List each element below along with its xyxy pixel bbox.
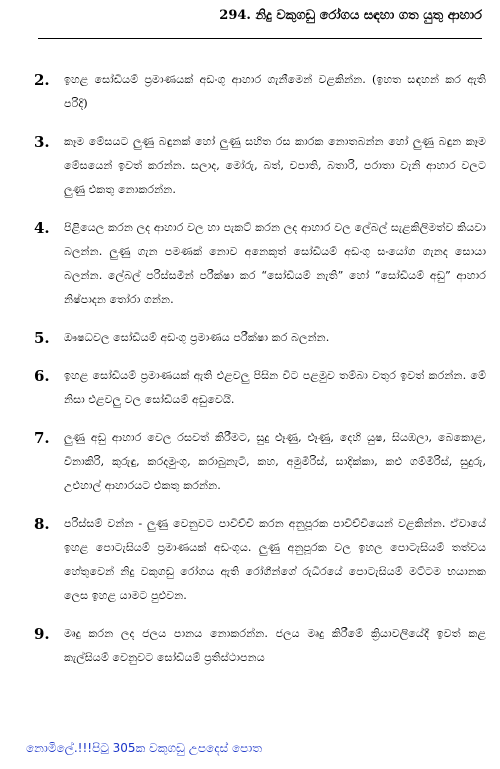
item-text: ඉහළ සෝඩියම් ප්‍රමාණයක් අඩංගු ආහාර ගැනීමෙන් වළකින්න. (ඉහත සඳහන් කර ඇති පරිදි) [64, 73, 486, 110]
item-number: 8. [34, 515, 50, 533]
item-number: 2. [34, 71, 50, 89]
item-text: කෑම මේසයට ලුණු බඳුනක් හෝ ලුණු සහිත රස කාරක නොතබන්න හෝ ලුණු බඳුන කෑම මේසයෙන් ඉවත් කරන්න. සලාද, මෝරු, බත්, චපාති, බතාරි, පරාතා වැනි ආහාර වලට ලුණු එකතු නොකරන්න. [64, 135, 486, 196]
list-item [34, 622, 486, 670]
item-number: 5. [34, 329, 50, 347]
item-text: ඉහළ සෝඩියම් ප්‍රමාණයක් ඇති එළවලු පිසින විට පළමුව තම්බා වතුර ඉවත් කරන්න. මේ නිසා එළවලු වල සෝඩියම් අඩුවෙයි. [64, 369, 486, 406]
list-item [34, 512, 486, 608]
item-number: 3. [34, 133, 50, 151]
item-text: පිළියෙල කරන ලද ආහාර වල හා පැකට් කරන ලද ආහාර වල ලේබල් සැළකිලිමත්ව කියවා බලන්න. ලුණු ගැන පමණක් නොව අනෙකුත් සෝඩියම් අඩංගු සංයෝග ගැනද සොයා බලන්න. ලේබල් පරිස්සමින් පරීක්ෂා කර “සෝඩියම් නැති” හෝ “සෝඩියම් අඩු” ආහාර නිෂ්පාදන තෝරා ගන්න. [64, 221, 486, 306]
list-item [34, 130, 486, 202]
page-header-title: 294. නිදු වකුගඩු රෝගය සඳහා ගත යුතු ආහාර [219, 8, 482, 23]
item-text: පරිස්සම් වන්න - ලුණු වෙනුවට පාවිච්චි කරන අනුපූරක පාවිච්චියෙන් වළකින්න. ඒවායේ ඉහළ පොටැසියම් ප්‍රමාණයක් අඩංගුය. ලුණු අනුපූරක වල ඉහල පොටැසියම් තත්වය හේතුවෙන් නිදු වකුගඩු රෝගය ඇති රෝගීන්ගේ රුධිරයේ පොටැසියම් මට්ටම භයානක ලෙස ඉහළ යාමට පුළුවන. [64, 517, 486, 602]
list-item [34, 326, 486, 350]
item-number: 4. [34, 219, 50, 237]
list-item [34, 68, 486, 116]
list-item [34, 216, 486, 312]
numbered-list [34, 68, 486, 684]
item-number: 9. [34, 625, 50, 643]
list-item [34, 426, 486, 498]
item-number: 7. [34, 429, 50, 447]
item-text: ලුණු අඩු ආහාර වෙල රසවත් කිරීමට, සුදු ළූණු, ළූණු, දෙහි යුෂ, සියඹලා, බෙකොළ, විනාකිරි, කුරුඳු, කරදමුංගු, කරාබුනැටි, කහ, අමුමිරිස්, සාදික්කා, කළු ගම්මිරිස්, සුදුරු, උළුහාල් ආහාරයට එකතු කරන්න. [64, 431, 486, 492]
item-text: ඖෂධවල සෝඩියම් අඩංගු ප්‍රමාණය පරීක්ෂා කර බලන්න. [64, 331, 330, 344]
footer-link-text: නොමිලේ.!!!පිටු 305ක වකුගඩු උපදෙස් පොත [26, 741, 262, 755]
header-divider [38, 38, 482, 39]
item-text: මෘදු කරන ලද ජලය පානය නොකරන්න. ජලය මෘදු කිරීමේ ක්‍රියාවලියේදී ඉවත් කළ කැල්සියම් වෙනුවට සෝඩියම් ප්‍රතිස්ථාපනය [64, 627, 486, 664]
item-number: 6. [34, 367, 50, 385]
list-item [34, 364, 486, 412]
